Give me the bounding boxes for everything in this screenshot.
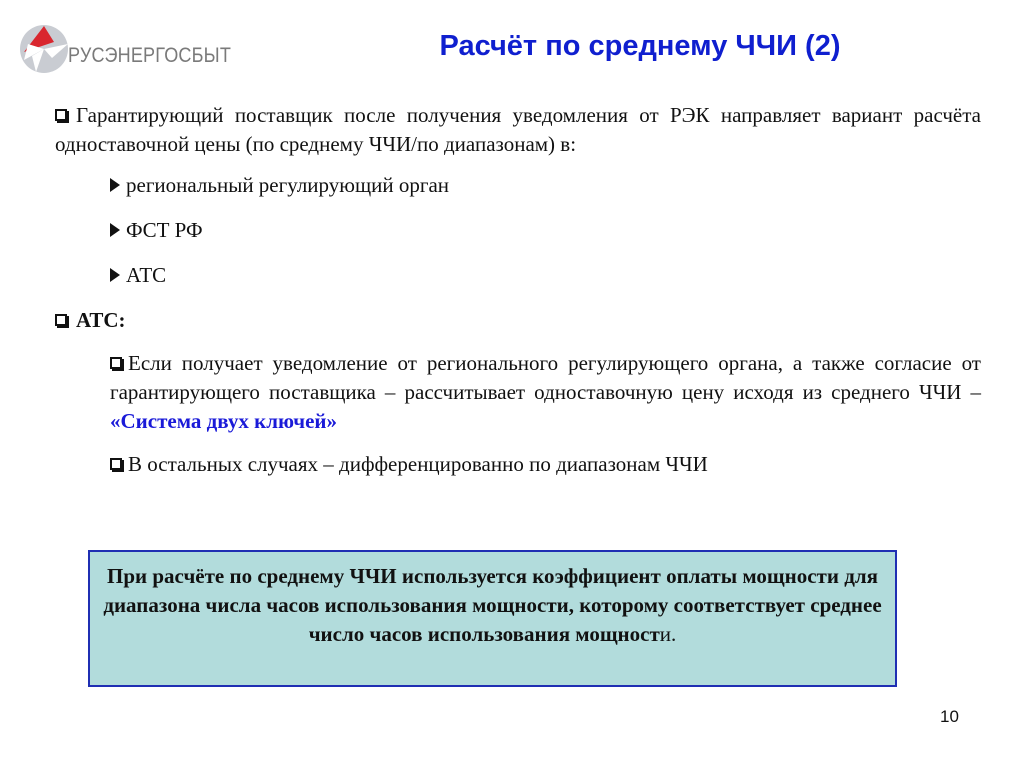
arrow-bullet-icon: [110, 268, 120, 282]
ats-item-2: В остальных случаях – дифференцированно по диапазонам ЧЧИ: [110, 450, 981, 479]
list-item: АТС: [110, 261, 981, 290]
arrow-bullet-icon: [110, 223, 120, 237]
arrow-bullet-icon: [110, 178, 120, 192]
recipient-list: [110, 171, 981, 290]
logo-star-icon: [18, 22, 70, 74]
checkbox-bullet-icon: [55, 109, 67, 121]
two-keys-highlight: «Система двух ключей»: [110, 409, 338, 433]
intro-paragraph: Гарантирующий поставщик после получения уведомления от РЭК направляет вариант расчёта одноставочной цены (по среднему ЧЧИ/по диапазонам) в:: [55, 103, 981, 156]
list-item: региональный регулирующий орган: [110, 171, 981, 200]
checkbox-bullet-icon: [110, 458, 122, 470]
slide-title: Расчёт по среднему ЧЧИ (2): [439, 30, 841, 62]
ats-heading: АТС:: [55, 306, 981, 335]
checkbox-bullet-icon: [110, 357, 122, 369]
slide-content: [55, 101, 981, 479]
ats-item-1: Если получает уведомление от регионального регулирующего органа, а также согласие от гарантирующего поставщика – рассчитывает одноставочную цену исходя из среднего ЧЧИ – «Система двух ключей»: [110, 351, 981, 433]
logo-wordmark: РУСЭНЕРГОСБЫТ: [68, 44, 232, 67]
callout-box: При расчёте по среднему ЧЧИ используется коэффициент оплаты мощности для диапазона числа часов использования мощности, которому соответствует среднее число часов использования мощности.: [88, 550, 897, 687]
list-item: ФСТ РФ: [110, 216, 981, 245]
checkbox-bullet-icon: [55, 314, 67, 326]
page-number: 10: [940, 707, 959, 726]
